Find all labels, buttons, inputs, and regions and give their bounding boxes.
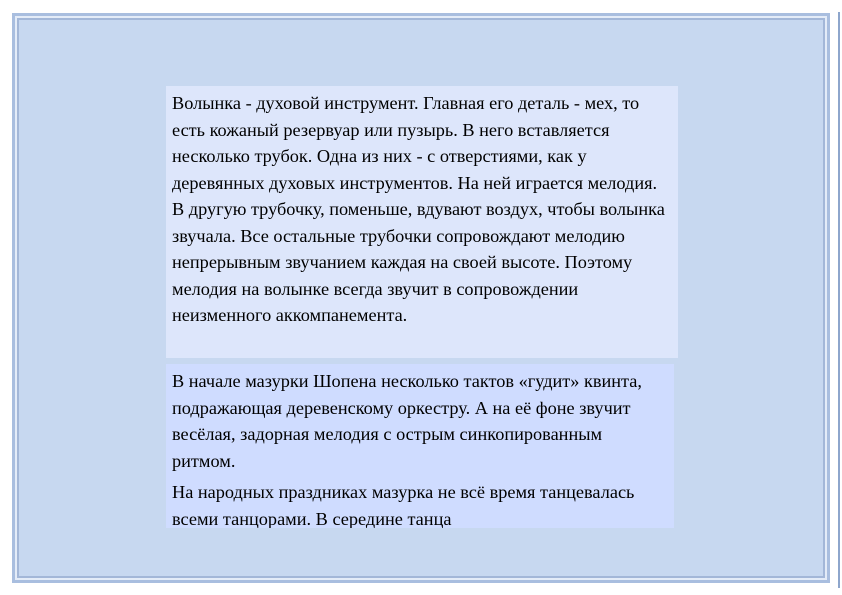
text-block-bagpipe [166, 86, 678, 358]
text-block-mazurka [166, 364, 674, 528]
paragraph-mazurka-festival: На народных праздниках мазурка не всё время танцевалась всеми танцорами. В середине танца [172, 482, 635, 528]
paragraph-mazurka-intro: В начале мазурки Шопена несколько тактов «гудит» квинта, подражающая деревенскому оркестру. А на её фоне звучит весёлая, задорная мелодия с острым синкопированным ритмом. [172, 371, 642, 471]
slide-edge-shadow [838, 12, 840, 588]
paragraph-bagpipe: Волынка - духовой инструмент. Главная его деталь - мех, то есть кожаный резервуар или пузырь. В него вставляется несколько трубок. Одна из них - с отверстиями, как у деревянных духовых инструментов. На ней играется мелодия. В другую трубочку, поменьше, вдувают воздух, чтобы волынка звучала. Все остальные трубочки сопровождают мелодию непрерывным звучанием каждая на своей высоте. Поэтому мелодия на волынке всегда звучит в сопровождении неизменного аккомпанемента. [172, 93, 665, 325]
